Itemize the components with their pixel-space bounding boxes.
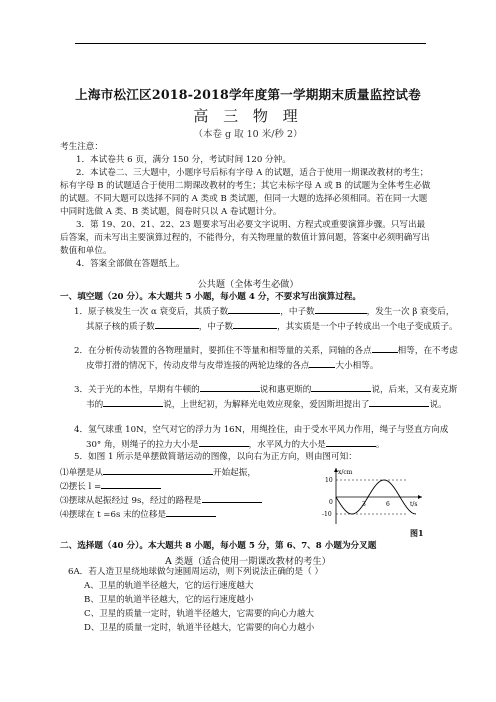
q5-s4-text: ⑷摆球在 t =6s 末的位移是 — [60, 510, 167, 520]
q2-text-b: 相等，在不考虑皮带打滑的情况下，传动皮带与皮带连接的两轮边缘的各点 — [86, 346, 458, 371]
option-a[interactable]: A、卫星的轨道半径越大，它的运行速度越大 — [84, 581, 254, 591]
figure-caption: 图1 — [410, 528, 424, 538]
question-4 — [60, 424, 458, 452]
q1-text-c: ，发生一次 β 衰变后，其原子核的质子数 — [86, 307, 455, 332]
q1-text-a: 1．原子核发生一次 α 衰变后，其质子数 — [74, 307, 229, 317]
q5-s3-text: ⑶摆球从起振经过 9s，经过的路程是 — [60, 496, 202, 506]
q5-blank-4[interactable] — [166, 507, 216, 517]
q2-blank-2[interactable] — [309, 358, 335, 368]
q1-blank-2[interactable] — [315, 304, 367, 314]
section-common: 公共题（全体考生必做） — [197, 279, 299, 290]
question-6a: 6A．若人造卫星绕地球做匀速圆周运动，则下列说法正确的是（ ） — [68, 567, 324, 577]
q5-blank-3[interactable] — [202, 493, 262, 503]
part2-subheading: A 类题（适合使用一期课改教材的考生） — [165, 556, 331, 567]
question-1 — [60, 304, 458, 334]
question-2 — [60, 343, 458, 373]
q2-text-c: 大小相等。 — [335, 361, 379, 371]
q3-text-b: 说和惠更斯的 — [259, 385, 312, 395]
notice-item-1: 1．本试卷共 6 页，满分 150 分，考试时间 120 分钟。 — [76, 155, 291, 165]
question-5-sub-2 — [60, 479, 320, 494]
question-5-intro: 5．如图 1 所示是单摆做简谐运动的图像，以向右为正方向，则由图可知： — [74, 452, 357, 462]
q3-blank-2[interactable] — [311, 382, 371, 392]
q1-text-e: ，其实质是一个中子转成出一个电子变成质子。 — [277, 322, 458, 332]
option-d[interactable]: D、卫星的质量一定时，轨道半径越大，它需要的向心力越小 — [84, 623, 315, 633]
q4-text-b: ，水平风力的大小是 — [248, 440, 326, 450]
q3-text-e: 说。 — [429, 400, 447, 410]
question-5-sub-1 — [60, 465, 320, 480]
q4-text-a: 4．氢气球重 10N，空气对它的浮力为 16N，用绳拴住，由于受水平风力作用，绳子与竖直方向成 30° 角，则绳子的拉力大小是 — [74, 425, 449, 450]
q1-blank-3[interactable] — [155, 319, 199, 329]
notice-item-2: 2．本试卷二、三大题中，小题序号后标有字母 A 的试题，适合于使用一期课改教材的考生；标有字母 B 的试题适合于使用二期课改教材的考生；其它未标字母 A 或 B 的试题为全体考生必做的试题。不同大题可以选择不同的 A 类或 B 类试题，但同一大题的选择必须相同。若在同一大题中同时选做 A 类、B 类试题，阅卷时只以 A 卷试题计分。 — [60, 168, 431, 217]
top-rule — [75, 43, 426, 44]
q2-blank-1[interactable] — [372, 343, 398, 353]
graph-x-tick-6: 6 — [386, 501, 390, 508]
q1-blank-4[interactable] — [233, 319, 277, 329]
q3-text-a: 3．关于光的本性，早期有牛顿的 — [74, 385, 200, 395]
notice-item-4: 4．答案全部做在答题纸上。 — [76, 259, 185, 269]
graph-origin: 0 — [329, 499, 333, 506]
q4-text-c: 。 — [375, 440, 385, 450]
exam-title: 上海市松江区2018-2018学年度第一学期期末质量监控试卷 — [75, 87, 421, 102]
graph-x-label: t/s — [410, 501, 418, 508]
q3-blank-1[interactable] — [200, 382, 260, 392]
notice-item-3: 3．第 19、20、21、22、23 题要求写出必要文字说明、方程式或重要演算步骤。只写出最后答案，而未写出主要演算过程的，不能得分，有关物理量的数值计算问题，答案中必须明确写出数值和单位。 — [60, 220, 430, 256]
question-3 — [60, 382, 458, 412]
q5-blank-1[interactable] — [103, 465, 213, 475]
q3-blank-4[interactable] — [369, 397, 429, 407]
graph-y-tick-top: 10 — [325, 477, 333, 484]
q2-text-a: 2．在分析传动装置的各物理量时，要抓住不等量和相等量的关系，同轴的各点 — [74, 346, 372, 356]
q5-s1-text-b: 开始起振， — [212, 468, 256, 478]
graph-y-tick-bottom: -10 — [322, 511, 332, 518]
part2-heading: 二、选择题（40 分）。本大题共 8 小题，每小题 5 分，第 6、7、8 小题为分叉题 — [60, 541, 377, 551]
graph-x-arrow — [418, 495, 422, 499]
gravity-note: （本卷 g 取 10 米/秒 2） — [193, 129, 303, 140]
part1-heading: 一、填空题（20 分）。本大题共 5 小题，每小题 4 分，不要求写出演算过程。 — [60, 292, 361, 302]
q3-blank-3[interactable] — [103, 397, 163, 407]
q5-s2-text: ⑵摆长 l = — [60, 482, 102, 492]
exam-subject: 高 三 物 理 — [193, 107, 303, 125]
q3-text-d: 说，上世纪初，为解释光电效应现象，爱因斯坦提出了 — [163, 400, 370, 410]
graph-y-label: x/cm — [338, 469, 353, 476]
q4-blank-2[interactable] — [326, 437, 376, 447]
q5-s1-text-a: ⑴单摆是从 — [60, 468, 103, 478]
q4-blank-1[interactable] — [199, 437, 249, 447]
q1-text-d: ，中子数 — [198, 322, 234, 332]
question-5-sub-3 — [60, 493, 320, 508]
notice-heading: 考生注意： — [60, 142, 103, 152]
option-b[interactable]: B、卫星的轨道半径越大，它的运行速度越小 — [84, 595, 254, 605]
q1-text-b: ，中子数 — [280, 307, 315, 317]
question-5-sub-4 — [60, 507, 320, 522]
q5-blank-2[interactable] — [101, 479, 161, 489]
q1-blank-1[interactable] — [228, 304, 280, 314]
graph-x-tick-3: 3 — [362, 501, 366, 508]
pendulum-graph — [322, 466, 428, 526]
option-c[interactable]: C、卫星的质量一定时，轨道半径越大，它需要的向心力越大 — [84, 609, 315, 619]
q3-text-c: 说，后来，又有麦克斯韦的 — [86, 385, 458, 410]
